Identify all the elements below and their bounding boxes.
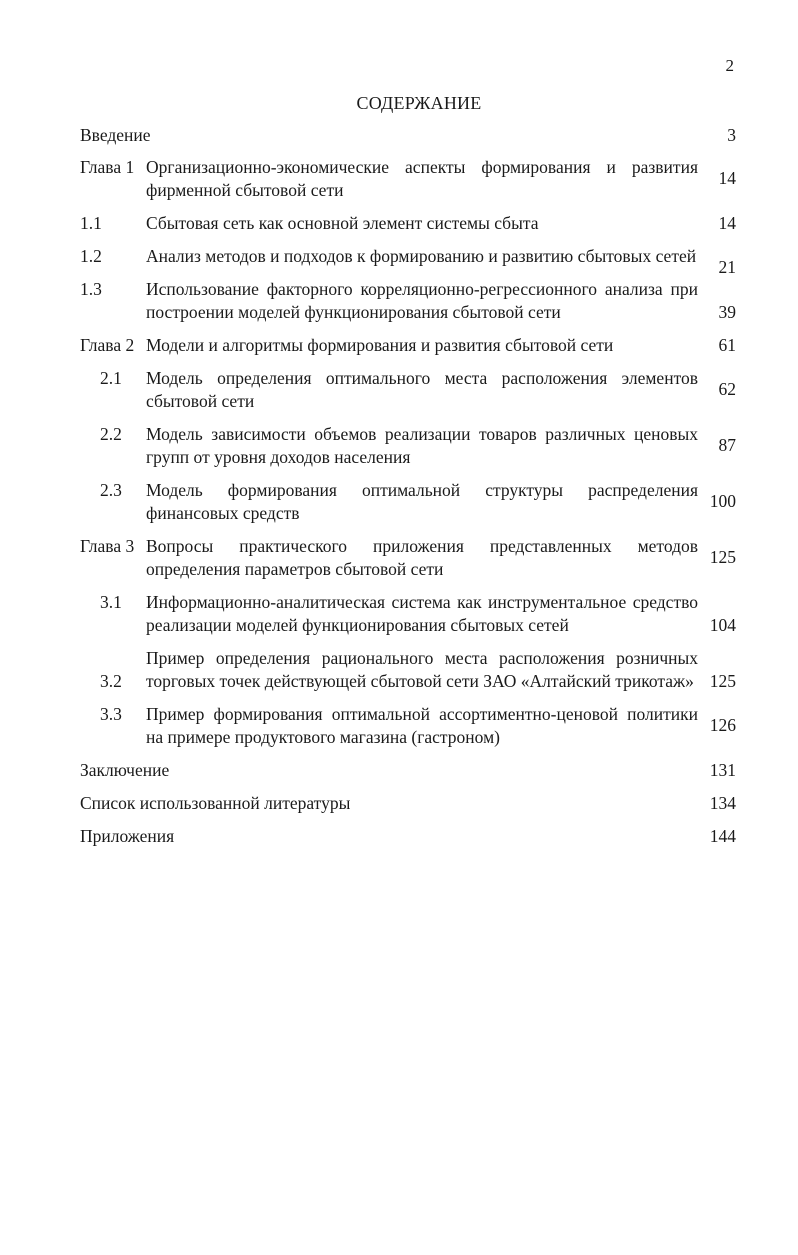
toc-entry-page: 87 (718, 435, 736, 455)
toc-entry (80, 334, 736, 357)
toc-entry-number: 2.2 (100, 424, 122, 444)
toc-entry (80, 245, 736, 277)
table-of-contents (80, 124, 736, 848)
toc-entry-number: 3.2 (100, 671, 122, 691)
toc-entry-text: Сбытовая сеть как основной элемент системы сбыта (146, 213, 539, 233)
toc-entry-number: 1.2 (80, 246, 102, 266)
toc-entry-number: Глава 1 (80, 157, 135, 177)
toc-entry (80, 792, 736, 815)
page-number: 2 (725, 56, 734, 75)
toc-entry-text: Использование факторного корреляционно-регрессионного анализа при построении моделей функционирования сбытовой сети (146, 279, 698, 322)
toc-entry-text: Вопросы практического приложения представленных методов определения параметров сбытовой сети (146, 536, 698, 579)
toc-entry-page: 61 (718, 335, 736, 355)
toc-entry (80, 703, 736, 749)
toc-entry-page: 39 (718, 302, 736, 322)
toc-entry (80, 423, 736, 469)
toc-entry-number: 1.1 (80, 213, 102, 233)
toc-entry-page: 144 (709, 826, 736, 846)
toc-entry-number: Глава 2 (80, 335, 135, 355)
toc-entry-number: 2.3 (100, 480, 122, 500)
toc-entry-page: 3 (727, 125, 736, 145)
toc-entry-page: 126 (709, 715, 736, 735)
toc-entry-page: 62 (718, 379, 736, 399)
toc-entry-page: 125 (709, 547, 736, 567)
toc-entry (80, 124, 736, 147)
toc-entry-text: Модель зависимости объемов реализации товаров различных ценовых групп от уровня доходов населения (146, 424, 698, 467)
page-title: СОДЕРЖАНИЕ (356, 93, 482, 113)
toc-entry (80, 825, 736, 848)
toc-entry-page: 14 (718, 168, 736, 188)
toc-entry-page: 21 (718, 257, 736, 277)
toc-entry-number: 2.1 (100, 368, 122, 388)
toc-entry-text: Модели и алгоритмы формирования и развития сбытовой сети (146, 335, 614, 355)
toc-entry-text: Пример формирования оптимальной ассортиментно-ценовой политики на примере продуктового магазина (гастроном) (146, 704, 698, 747)
toc-entry-text: Список использованной литературы (80, 793, 351, 813)
toc-entry-text: Заключение (80, 760, 170, 780)
toc-entry (80, 367, 736, 413)
toc-entry-number: 3.3 (100, 704, 122, 724)
toc-entry (80, 535, 736, 581)
toc-entry-text: Анализ методов и подходов к формированию и развитию сбытовых сетей (146, 246, 697, 266)
toc-entry-page: 104 (709, 615, 736, 635)
toc-entry-text: Модель определения оптимального места расположения элементов сбытовой сети (146, 368, 698, 411)
toc-entry-page: 100 (709, 491, 736, 511)
toc-entry-page: 125 (709, 671, 736, 691)
toc-entry-page: 131 (709, 760, 736, 780)
toc-entry-number: 1.3 (80, 279, 102, 299)
toc-entry (80, 759, 736, 782)
toc-entry (80, 647, 736, 693)
toc-entry-text: Приложения (80, 826, 175, 846)
toc-entry-text: Модель формирования оптимальной структуры распределения финансовых средств (146, 480, 698, 523)
toc-entry (80, 591, 736, 637)
toc-entry-text: Пример определения рационального места расположения розничных торговых точек действующей сбытовой сети ЗАО «Алтайский трикотаж» (146, 648, 698, 691)
toc-entry (80, 278, 736, 324)
toc-entry-page: 134 (709, 793, 736, 813)
toc-entry-page: 14 (718, 213, 736, 233)
toc-entry (80, 156, 736, 202)
toc-entry-number: Глава 3 (80, 536, 135, 556)
toc-entry-text: Информационно-аналитическая система как инструментальное средство реализации моделей функционирования сбытовых сетей (146, 592, 698, 635)
toc-entry (80, 212, 736, 235)
toc-entry-text: Введение (80, 125, 151, 145)
toc-entry-number: 3.1 (100, 592, 122, 612)
toc-entry (80, 479, 736, 525)
toc-entry-text: Организационно-экономические аспекты формирования и развития фирменной сбытовой сети (146, 157, 698, 200)
